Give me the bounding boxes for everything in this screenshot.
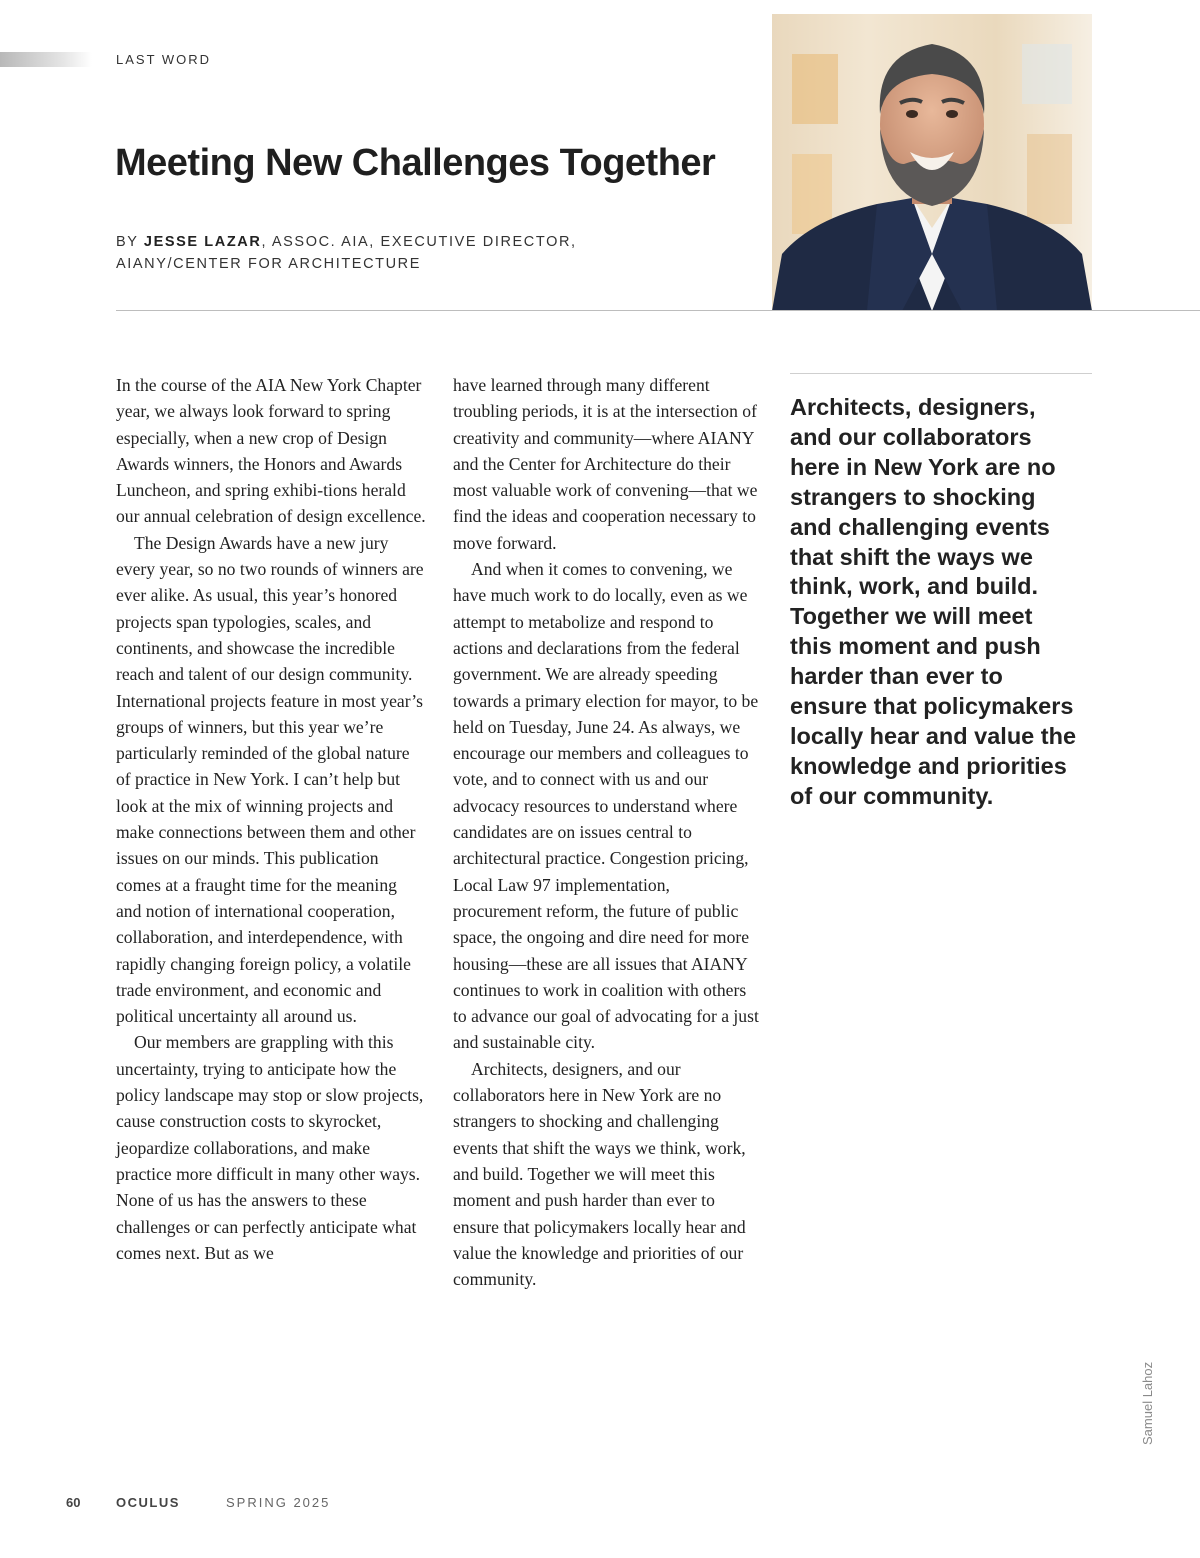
paragraph: In the course of the AIA New York Chapter year, we always look forward to spring especially, when a new crop of Design Awards winners, the Honors and Awards Luncheon, and spring exhibi-tions herald our annual celebration of design excellence. xyxy=(116,375,426,527)
paragraph: And when it comes to convening, we have much work to do locally, even as we attempt to metabolize and respond to actions and declarations from the federal government. We are already speeding towards a primary election for mayor, to be held on Tuesday, June 24. As always, we encourage our members and colleagues to vote, and to connect with us and our advocacy resources to understand where candidates are on issues central to architectural practice. Congestion pricing, Local Law 97 implementation, procurement reform, the future of public space, the ongoing and dire need for more housing—these are all issues that AIANY continues to work in coalition with others to advance our goal of advocating for a just and sustainable city. xyxy=(453,559,759,1053)
section-label: LAST WORD xyxy=(116,52,212,67)
header-divider xyxy=(116,310,1200,311)
section-accent-bar xyxy=(0,52,92,67)
paragraph: Our members are grappling with this uncertainty, trying to anticipate how the policy landscape may stop or slow projects, cause construction costs to skyrocket, jeopardize collaborations, and make practice more difficult in many other ways. None of us has the answers to these challenges or can perfectly anticipate what comes next. But as we xyxy=(116,1032,424,1263)
article-headline: Meeting New Challenges Together xyxy=(115,142,716,184)
pullquote-divider xyxy=(790,373,1092,374)
portrait-illustration xyxy=(772,14,1092,311)
issue-date: SPRING 2025 xyxy=(226,1495,331,1510)
magazine-name: OCULUS xyxy=(116,1495,180,1510)
byline-prefix: BY xyxy=(116,234,144,250)
byline-author: JESSE LAZAR xyxy=(143,234,262,250)
paragraph: Architects, designers, and our collaborators here in New York are no strangers to shocking and challenging events that shift the ways we think, work, and build. Together we will meet this moment and push harder than ever to ensure that policymakers locally hear and value the knowledge and priorities of our community. xyxy=(453,1058,746,1290)
paragraph: The Design Awards have a new jury every year, so no two rounds of winners are ever alike. As usual, this year’s honored projects span typologies, scales, and continents, and showcase the incredible reach and talent of our design community. International projects feature in most year’s groups of winners, but this year we’re particularly reminded of the global nature of practice in New York. I can’t help but look at the mix of winning projects and make connections between them and other issues on our minds. This publication comes at a fraught time for the meaning and notion of international cooperation, collaboration, and interdependence, with rapidly changing foreign policy, a volatile trade environment, and economic and political uncertainty all around us. xyxy=(116,532,424,1027)
paragraph: have learned through many different troubling periods, it is at the intersection of creativity and community—where AIANY and the Center for Architecture do their most valuable work of convening—that we find the ideas and cooperation necessary to move forward. xyxy=(453,375,758,553)
byline-organization: AIANY/CENTER FOR ARCHITECTURE xyxy=(116,256,422,272)
pullquote: Architects, designers, and our collaborators here in New York are no strangers to shocking and challenging events that shift the ways we think, work, and build. Together we will meet this moment and push harder than ever to ensure that policymakers locally hear and value the knowledge and priorities of our community. xyxy=(790,394,1077,809)
article-column-1 xyxy=(116,372,426,1266)
page-number: 60 xyxy=(66,1495,81,1510)
author-portrait xyxy=(772,14,1092,311)
photo-credit: Samuel Lahoz xyxy=(1140,1361,1155,1445)
byline-title: , ASSOC. AIA, EXECUTIVE DIRECTOR, xyxy=(261,234,577,250)
article-column-2 xyxy=(453,372,763,1292)
byline xyxy=(116,231,656,275)
